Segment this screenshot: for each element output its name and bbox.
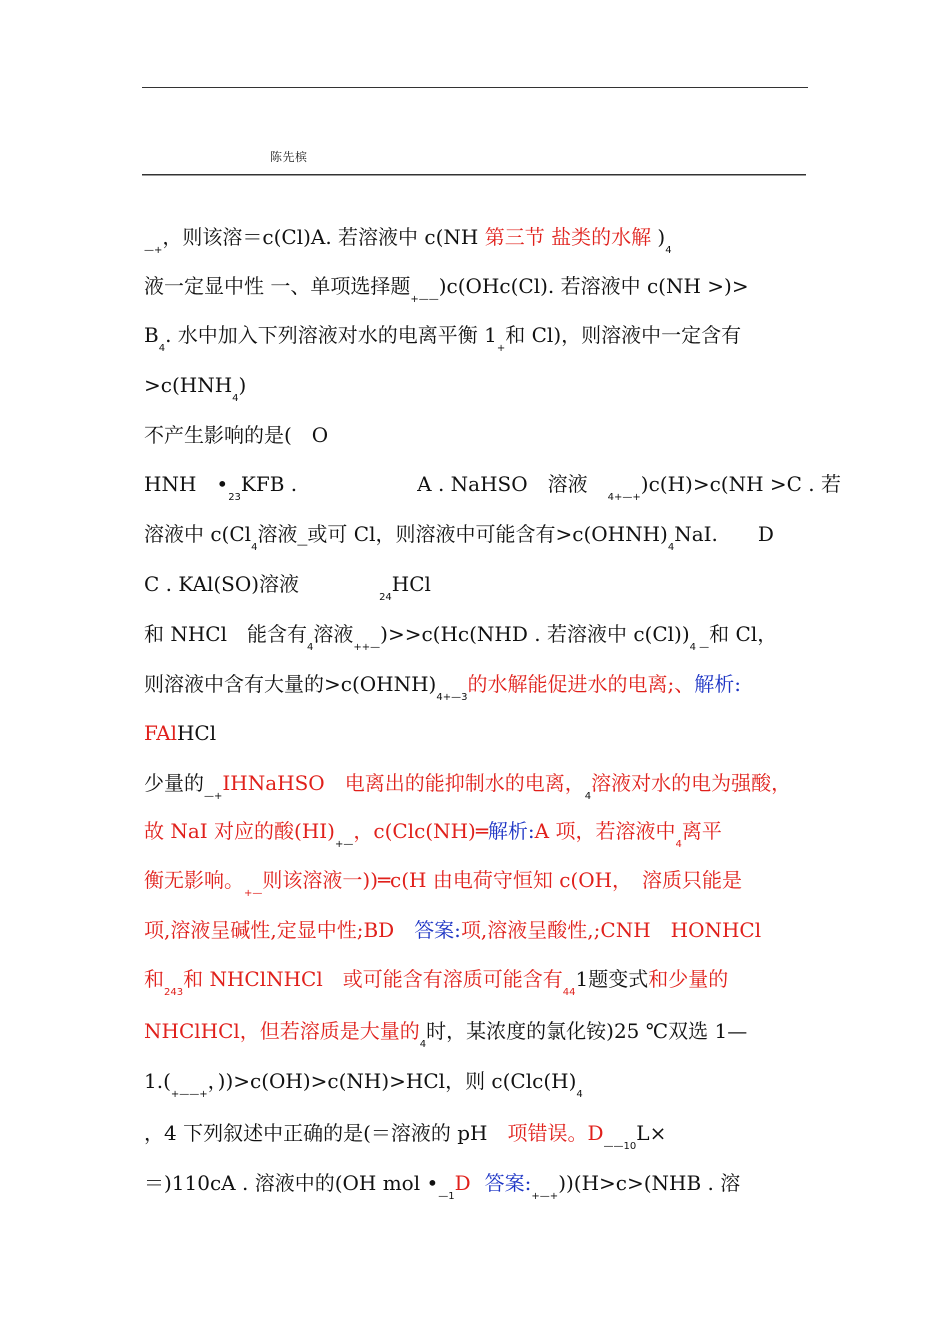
answer-label: 答案:	[414, 918, 461, 942]
text-line-19: ，4 下列叙述中正确的是(＝溶液的 pH 项错误。$D_{——10}L\times$	[144, 1121, 667, 1152]
text-line-13: 故 NaI 对应的酸$(HI)_{+—}$，c(Clc(NH)═解析:A 项，若溶液中$_4$离平	[144, 819, 722, 850]
header-rule-top	[142, 87, 808, 88]
text-line-20: ＝)110cA . 溶液中的(OH mol $•_{—1}D$ 答案$:_{+—+}))(H>c>(NHB$ . 溶	[144, 1171, 741, 1202]
text-line-1: $_{—+}$，则该溶＝c(Cl)A. 若溶液中 c(NH 第三节 盐类的水解 )$_4$	[144, 225, 672, 256]
text-line-11: FAlHCl	[144, 721, 217, 745]
analysis-label: 解析:	[694, 672, 741, 696]
text-line-12: 少量的$_{—+}$IHNaHSO 电离出的能抑制水的电离，$_4$溶液对水的电为强酸，	[144, 771, 792, 802]
text-line-18: $1.(_{+——+}$，))>c(OH)>c(NH)>HCl，则 $c(Clc(H)_4$	[144, 1069, 583, 1100]
text-line-3: $B_4$. 水中加入下列溶液对水的电离平衡 $1_+$和 Cl)，则溶液中一定含有	[144, 323, 742, 354]
text-line-8: C . KAl(SO)溶液 $_{24}$HCl	[144, 572, 431, 603]
section-title: 第三节 盐类的水解	[484, 225, 652, 249]
text-line-7: 溶液中 $c(Cl_4$溶液_或可 Cl，则溶液中可能含有$>c(OHNH)_4NaI$. D	[144, 522, 774, 553]
text-line-15: 项,溶液呈碱性,定显中性;BD 答案:项,溶液呈酸性,;CNH HONHCl	[144, 918, 762, 942]
text-line-6: HNH $•_{23}KFB$ . A . NaHSO 溶液 $_{4+—+}$)c(H)>c(NH >C . 若	[144, 472, 842, 503]
text-line-10: 则溶液中含有大量的$>c(OHNH)_{4+—3}$的水解能促进水的电离;、解析:	[144, 672, 741, 703]
text-line-2: 液一定显中性 一、单项选择题$_{+——}$)c(OHc(Cl). 若溶液中 c(NH >)>	[144, 274, 749, 305]
text-line-16: 和$_{243}$和 NHClNHCl 或可能含有溶质可能含有$_{44}$1题变式和少量的	[144, 967, 729, 998]
text-line-9: 和 NHCl 能含有$_4$溶液$_{++—}$)>>c(Hc(NHD . 若溶液中 $c(Cl))_{4 —}$和 Cl，	[144, 622, 778, 653]
text-line-4: $>c(HNH_4)$	[144, 373, 247, 404]
analysis-label: 解析:	[487, 819, 535, 843]
answer-label: 答案:	[484, 1171, 532, 1195]
header-rule-bottom	[142, 174, 806, 175]
text-line-17: NHClHCl，但若溶质是大量的$_4$时，某浓度的氯化铵)25 ℃双选 1—	[144, 1019, 748, 1050]
header-author: 陈先槟	[270, 150, 308, 164]
text-line-14: 衡无影响。$_{+—}$则该溶液一))═c(H 由电荷守恒知 c(OH， 溶质只能是	[144, 868, 743, 899]
text-line-5: 不产生影响的是( O	[144, 423, 329, 447]
